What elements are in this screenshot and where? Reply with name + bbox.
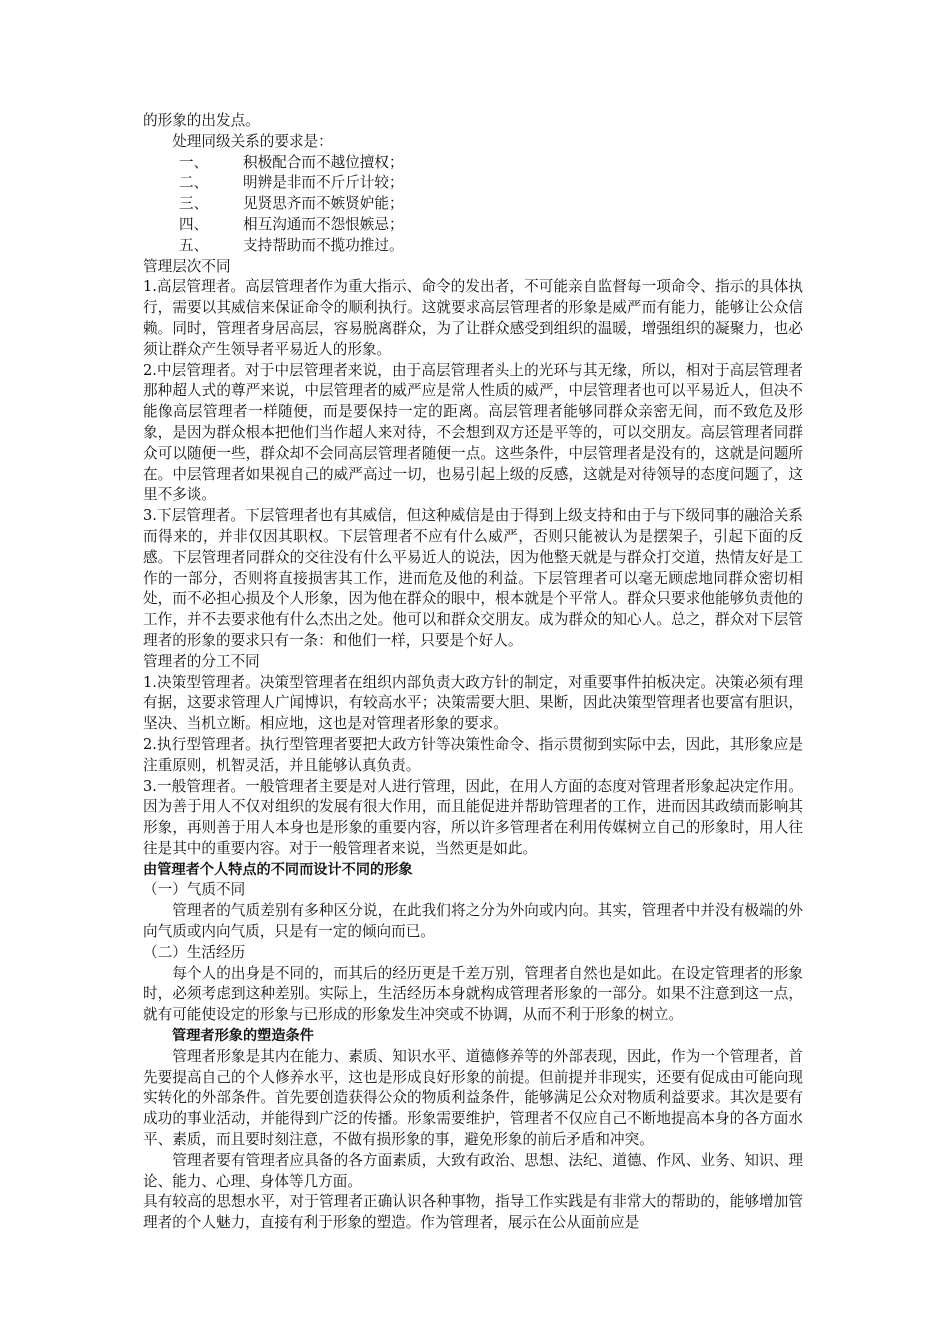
list-text: 支持帮助而不揽功推过。 <box>243 236 404 254</box>
document-page <box>143 111 803 1234</box>
list-text: 明辨是非而不斤斤计较； <box>243 174 404 192</box>
conditions-paragraph-2: 管理者要有管理者应具备的各方面素质，大致有政治、思想、法纪、道德、作风、业务、知识、理论、能力、心理、身体等几方面。 <box>143 1151 803 1190</box>
levels-paragraph-low: 3.下层管理者。下层管理者也有其威信，但这种威信是由于得到上级支持和由于与下级同事的融洽关系而得来的，并非仅因其职权。下层管理者不应有什么威严，否则只能被认为是摆架子，引起下面的反感。下层管理者同群众的交往没有什么平易近人的说法，因为他整天就是与群众打交道，热情友好是工作的一部分，否则将直接损害其工作，进而危及他的利益。下层管理者可以毫无顾虑地同群众密切相处，而不必担心损及个人形象，因为他在群众的眼中，根本就是个平常人。群众只要求他能够负责他的工作，并不去要求他有什么杰出之处。他可以和群众交朋友。成为群众的知心人。总之，群众对下层管理者的形象的要求只有一条：和他们一样，只要是个好人。 <box>143 507 803 649</box>
list-item <box>143 173 803 194</box>
peer-heading: 处理同级关系的要求是： <box>172 132 333 150</box>
list-number: 五、 <box>179 236 209 254</box>
list-number: 二、 <box>179 174 209 192</box>
list-number: 一、 <box>179 153 209 171</box>
personal-paragraph-experience: 每个人的出身是不同的，而其后的经历更是千差万别，管理者自然也是如此。在设定管理者的形象时，必须考虑到这种差别。实际上，生活经历本身就构成管理者形象的一部分。如果不注意到这一点，就有可能使设定的形象与已形成的形象发生冲突或不协调，从而不利于形象的树立。 <box>143 964 803 1024</box>
list-text: 相互沟通而不怨恨嫉忌； <box>243 215 404 233</box>
division-paragraph-decision: 1.决策型管理者。决策型管理者在组织内部负责大政方针的制定，对重要事件拍板决定。决策必须有理有据，这要求管理人广闻博识，有较高水平；决策需要大胆、果断，因此决策型管理者也要富有胆识，坚决、当机立断。相应地，这也是对管理者形象的要求。 <box>143 673 803 733</box>
intro-tail: 的形象的出发点。 <box>143 112 260 129</box>
levels-paragraph-high: 1.高层管理者。高层管理者作为重大指示、命令的发出者，不可能亲自监督每一项命令、指示的具体执行，需要以其威信来保证命令的顺利执行。这就要求高层管理者的形象是威严而有能力，能够让公众信赖。同时，管理者身居高层，容易脱离群众，为了让群众感受到组织的温暖，增强组织的凝聚力，也必须让群众产生领导者平易近人的形象。 <box>143 278 803 358</box>
personal-subheading-experience: （二）生活经历 <box>143 943 246 961</box>
division-paragraph-general: 3.一般管理者。一般管理者主要是对人进行管理，因此，在用人方面的态度对管理者形象起决定作用。因为善于用人不仅对组织的发展有很大作用，而且能促进并帮助管理者的工作，进而因其政绩而影响其形象，再则善于用人本身也是形象的重要内容，所以许多管理者在利用传媒树立自己的形象时，用人往往是其中的重要内容。对于一般管理者来说，当然更是如此。 <box>143 777 803 857</box>
levels-heading: 管理层次不同 <box>143 257 231 275</box>
list-text: 积极配合而不越位擅权； <box>243 153 404 171</box>
conditions-paragraph-3: 具有较高的思想水平，对于管理者正确认识各种事物，指导工作实践是有非常大的帮助的，能够增加管理者的个人魅力，直接有利于形象的塑造。作为管理者，展示在公从面前应是 <box>143 1193 803 1232</box>
list-number: 三、 <box>179 195 209 213</box>
list-item <box>143 236 803 257</box>
list-item <box>143 153 803 174</box>
personal-paragraph-temperament: 管理者的气质差别有多种区分说，在此我们将之分为外向或内向。其实，管理者中并没有极端的外向气质或内向气质，只是有一定的倾向而已。 <box>143 902 803 941</box>
list-text: 见贤思齐而不嫉贤妒能； <box>243 195 404 213</box>
division-heading: 管理者的分工不同 <box>143 652 260 670</box>
division-paragraph-execution: 2.执行型管理者。执行型管理者要把大政方针等决策性命令、指示贯彻到实际中去，因此，其形象应是注重原则，机智灵活，并且能够认真负责。 <box>143 735 803 774</box>
personal-subheading-temperament: （一）气质不同 <box>143 881 246 899</box>
list-item <box>143 215 803 236</box>
conditions-paragraph-1: 管理者形象是其内在能力、素质、知识水平、道德修养等的外部表现，因此，作为一个管理者，首先要提高自己的个人修养水平，这也是形成良好形象的前提。但前提并非现实，还要有促成由可能向现实转化的外部条件。首先要创造获得公众的物质利益条件，能够满足公众对物质利益要求。其次是要有成功的事业活动，并能得到广泛的传播。形象需要维护，管理者不仅应自己不断地提高本身的各方面水平、素质，而且要时刻注意，不做有损形象的事，避免形象的前后矛盾和冲突。 <box>143 1047 803 1149</box>
personal-heading: 由管理者个人特点的不同而设计不同的形象 <box>143 861 413 878</box>
conditions-heading: 管理者形象的塑造条件 <box>172 1028 314 1045</box>
levels-paragraph-middle: 2.中层管理者。对于中层管理者来说，由于高层管理者头上的光环与其无缘，所以，相对于高层管理者那种超人式的尊严来说，中层管理者的威严应是常人性质的威严，中层管理者也可以平易近人，但决不能像高层管理者一样随便，而是要保持一定的距离。高层管理者能够同群众亲密无间，而不致危及形象，是因为群众根本把他们当作超人来对待，不会想到双方还是平等的，可以交朋友。高层管理者同群众可以随便一些，群众却不会同高层管理者随便一点。这些条件，中层管理者是没有的，这就是问题所在。中层管理者如果视自己的威严高过一切，也易引起上级的反感，这就是对待领导的态度问题了，这里不多谈。 <box>143 361 803 504</box>
list-item <box>143 194 803 215</box>
list-number: 四、 <box>179 215 209 233</box>
